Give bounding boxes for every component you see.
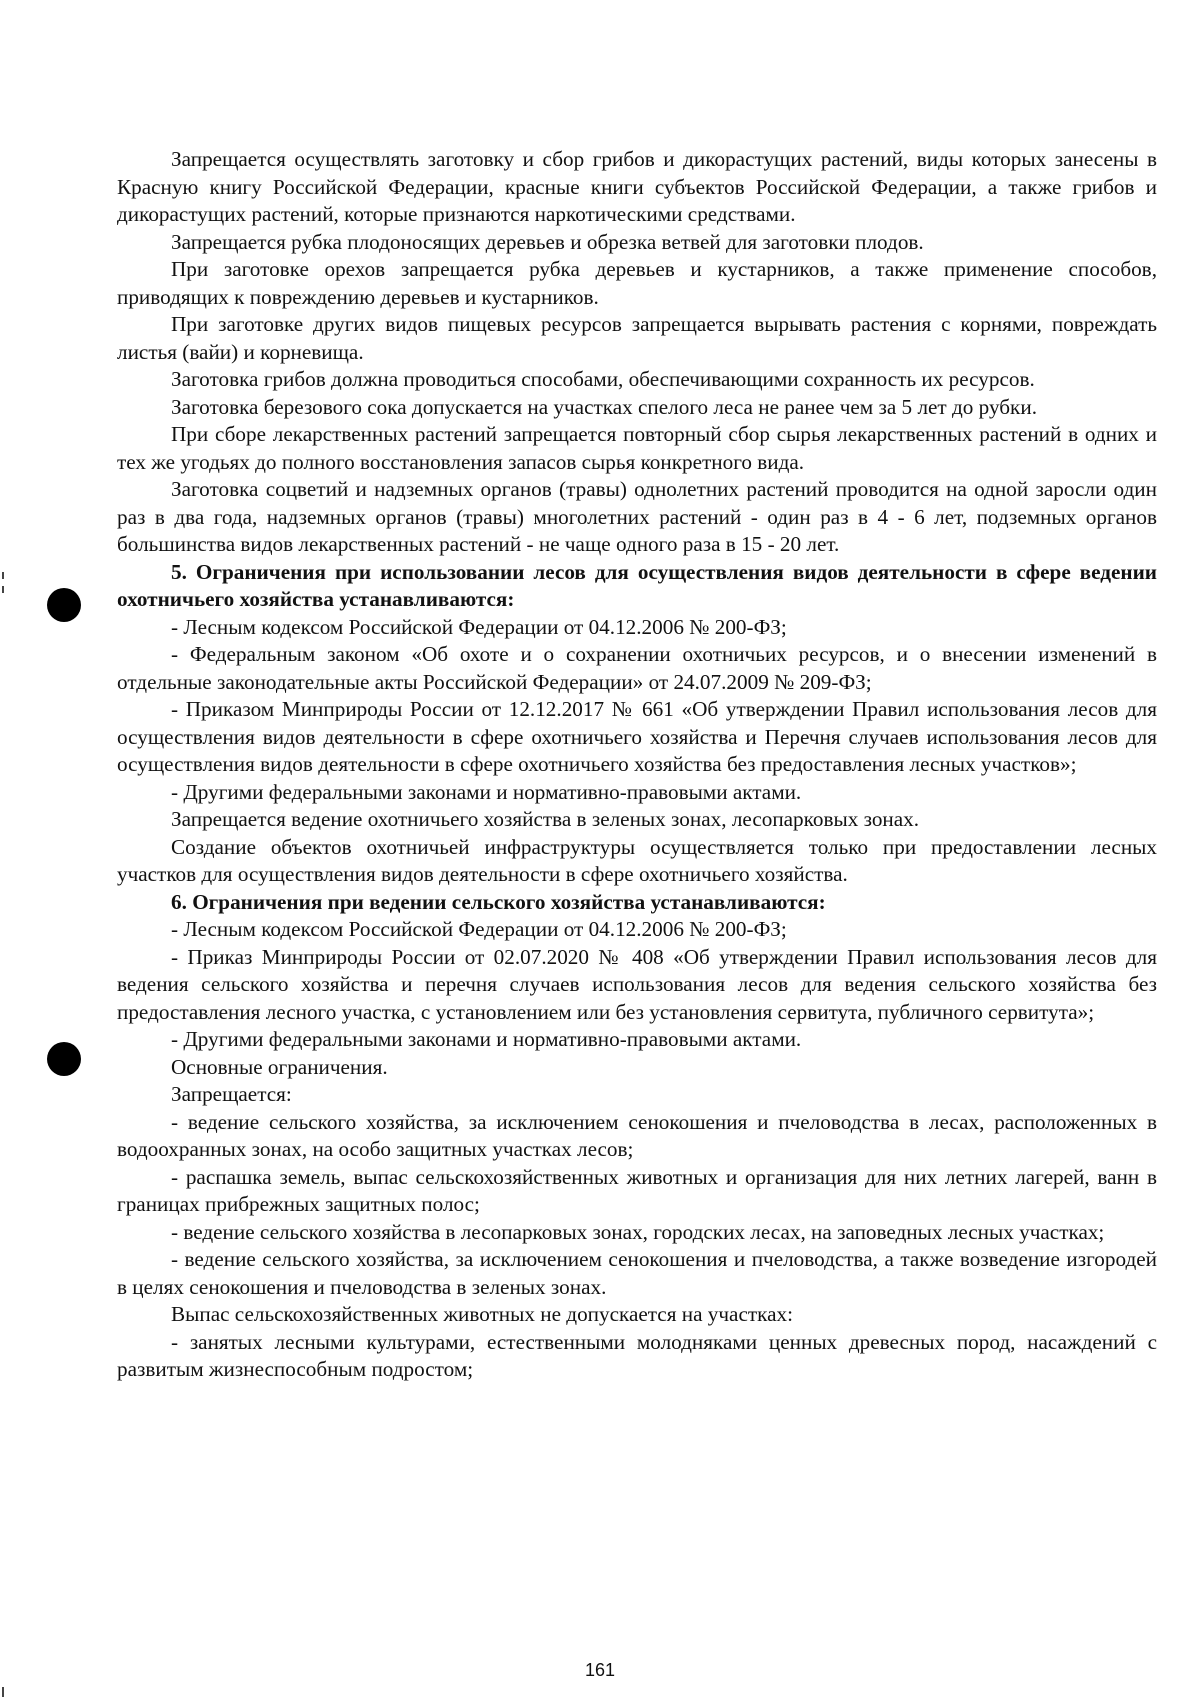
paragraph: Заготовка грибов должна проводиться способами, обеспечивающими сохранность их ресурсов. [171, 367, 1035, 391]
section-heading: 5. Ограничения при использовании лесов для осуществления видов деятельности в сфере ведении охотничьего хозяйства устанавливаются: [117, 559, 1157, 611]
paragraph: Выпас сельскохозяйственных животных не допускается на участках: [171, 1302, 793, 1326]
paragraph: При сборе лекарственных растений запрещается повторный сбор сырья лекарственных растений в одних и тех же угодьях до полного восстановления запасов сырья конкретного вида. [117, 422, 1157, 474]
paragraph: - распашка земель, выпас сельскохозяйственных животных и организация для них летних лагерей, ванн в границах прибрежных защитных полос; [117, 1164, 1157, 1216]
page-number: 161 [584, 1660, 616, 1680]
scan-edge-mark [2, 586, 4, 593]
paragraph: - ведение сельского хозяйства в лесопарковых зонах, городских лесах, на заповедных лесных участках; [171, 1219, 1105, 1244]
punch-hole [47, 588, 81, 622]
paragraph: - Другими федеральными законами и нормативно-правовыми актами. [171, 779, 802, 804]
paragraph: Заготовка березового сока допускается на участках спелого леса не ранее чем за 5 лет до рубки. [171, 394, 1037, 419]
punch-hole [47, 1042, 81, 1076]
paragraph: - занятых лесными культурами, естественными молодняками ценных древесных пород, насаждений с развитым жизнеспособным подростом; [117, 1329, 1157, 1381]
paragraph: Запрещается ведение охотничьего хозяйства в зеленых зонах, лесопарковых зонах. [171, 807, 920, 831]
paragraph: - Лесным кодексом Российской Федерации от 04.12.2006 № 200-ФЗ; [171, 917, 787, 941]
paragraph: - Другими федеральными законами и нормативно-правовыми актами. [171, 1027, 802, 1051]
scan-edge-mark [2, 1687, 4, 1697]
paragraph: - Федеральным законом «Об охоте и о сохранении охотничьих ресурсов, и о внесении изменений в отдельные законодательные акты Российской Федерации» от 24.07.2009 № 209-ФЗ; [117, 642, 1157, 694]
paragraph: - Приказ Минприроды России от 02.07.2020 № 408 «Об утверждении Правил использования лесов для ведения сельского хозяйства и перечня случаев использования лесов для ведения сельского хозяйства без предоставления лесного участка, с установлением или без установления сервитута, публичного сервитута»; [117, 944, 1157, 1024]
paragraph: Запрещается рубка плодоносящих деревьев и обрезка ветвей для заготовки плодов. [171, 229, 924, 254]
paragraph: При заготовке других видов пищевых ресурсов запрещается вырывать растения с корнями, повреждать листья (вайи) и корневища. [117, 312, 1157, 364]
paragraph: Запрещается: [171, 1082, 292, 1106]
document-body [117, 146, 1157, 1384]
paragraph: Запрещается осуществлять заготовку и сбор грибов и дикорастущих растений, виды которых занесены в Красную книгу Российской Федерации, красные книги субъектов Российской Федерации, а также грибов и дикорастущих растений, которые признаются наркотическими средствами. [117, 147, 1157, 226]
scan-edge-mark [2, 572, 4, 579]
paragraph: Основные ограничения. [171, 1054, 388, 1079]
paragraph: Заготовка соцветий и надземных органов (травы) однолетних растений проводится на одной заросли один раз в два года, надземных органов (травы) многолетних растений - один раз в 4 - 6 лет, подземных органов большинства видов лекарственных растений - не чаще одного раза в 15 - 20 лет. [117, 477, 1157, 556]
paragraph: - ведение сельского хозяйства, за исключением сенокошения и пчеловодства в лесах, расположенных в водоохранных зонах, на особо защитных участках лесов; [117, 1109, 1157, 1161]
section-heading: 6. Ограничения при ведении сельского хозяйства устанавливаются: [171, 889, 826, 914]
paragraph: - Лесным кодексом Российской Федерации от 04.12.2006 № 200-ФЗ; [171, 614, 787, 639]
paragraph: Создание объектов охотничьей инфраструктуры осуществляется только при предоставлении лесных участков для осуществления видов деятельности в сфере охотничьего хозяйства. [117, 834, 1157, 886]
paragraph: - ведение сельского хозяйства, за исключением сенокошения и пчеловодства, а также возведение изгородей в целях сенокошения и пчеловодства в зеленых зонах. [117, 1247, 1157, 1299]
paragraph: При заготовке орехов запрещается рубка деревьев и кустарников, а также применение способов, приводящих к повреждению деревьев и кустарников. [117, 257, 1157, 309]
paragraph: - Приказом Минприроды России от 12.12.2017 № 661 «Об утверждении Правил использования лесов для осуществления видов деятельности в сфере охотничьего хозяйства и Перечня случаев использования лесов для осуществления видов деятельности в сфере охотничьего хозяйства без предоставления лесных участков»; [117, 697, 1157, 776]
